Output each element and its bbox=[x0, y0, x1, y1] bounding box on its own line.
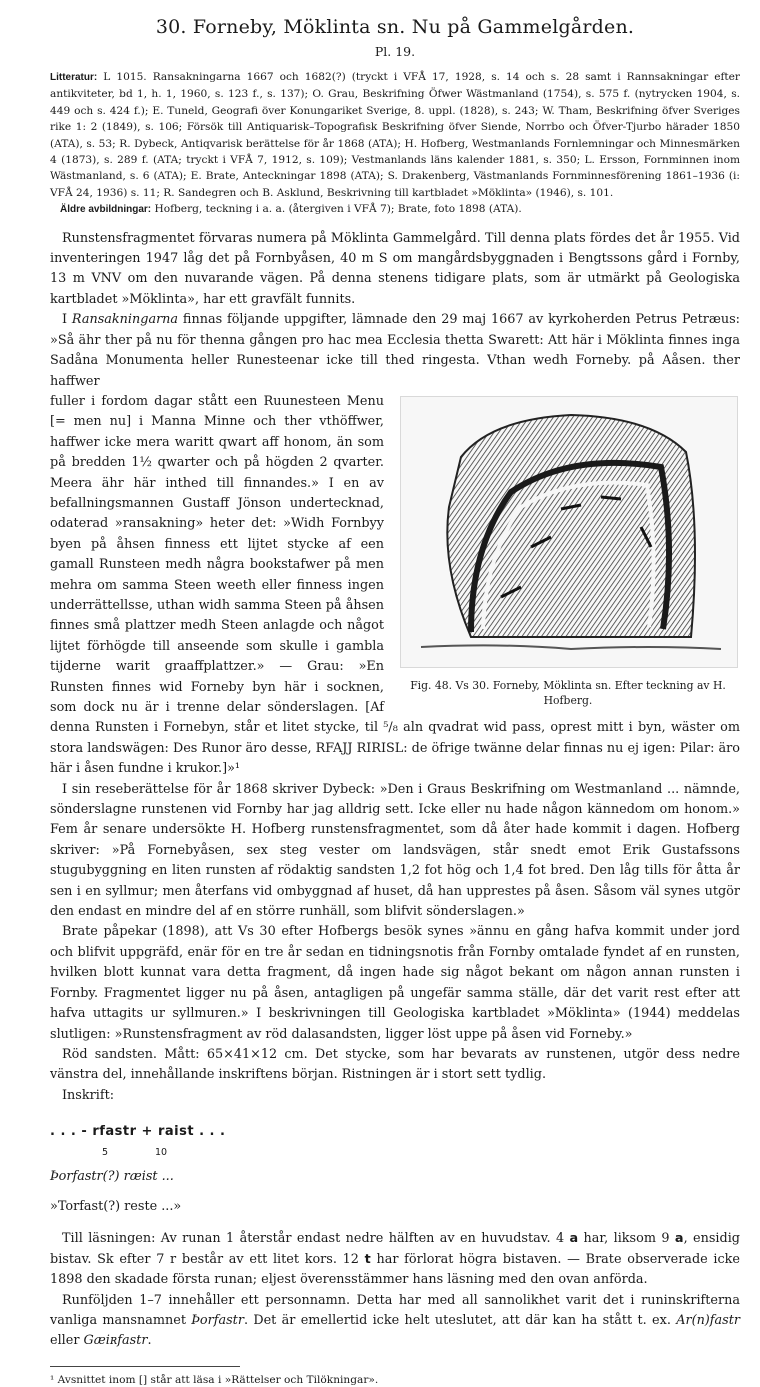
rune-stone-drawing bbox=[400, 396, 738, 668]
figure-caption: Fig. 48. Vs 30. Forneby, Möklinta sn. Efter teckning av H. Hofberg. bbox=[410, 678, 726, 707]
text-span: Runföljden 1–7 innehåller ett personnamn. Detta har med all sannolikhet varit det i runinskrifterna vanliga mansnamnet bbox=[50, 1292, 740, 1328]
paragraph-ransakningarna bbox=[50, 310, 740, 392]
inscription-label: Inskrift: bbox=[62, 1087, 115, 1103]
italic-name: Ar(n)fastr bbox=[676, 1312, 740, 1328]
normalized-text bbox=[50, 1167, 740, 1187]
paragraph-ransakningarna-cont: fuller i fordom dagar stått een Ruunesteen Menu [= men nu] i Manna Minne och ther vthöffwer, haffwer icke mera waritt qwart aff honom, än som på bredden 1½ qwarter och på högden 2 qvarter. Meera ähr här inthed till finnandes.» I en av befallningsmannen Gustaff Jönson undertecknad, odaterad »ransakning» heter det: »Widh Fornbyy byen på åhsen finness ett lijtet stycke af een gamall Runsteen medh några bookstafwer på men mehra om samma Steen weeth eller finness ingen underrättellsse, uthan widh samma Steen på åhsen finnes små plattzer medh Steen anlagde och något lijtet förhögde till anseende som skulle i gambla tijderne warit graaffplattzer.» — Grau: »En Runsten finnes wid Forneby byn här i socknen, som dock nu är i trenne delar sönderslagen. [Af denna Runsten i Fornebyn, står et litet stycke, til ⁵/₈ aln qvadrat wid pass, oprest mitt i byn, wäster om stora landswägen: Des Runor äro desse, RFAJJ RIRISL: de öfrige twänne delar finnas nu ej igen: Pilar: äro här i åsen fundne i krukor.]»¹ bbox=[50, 393, 740, 777]
rune-a: a bbox=[674, 1231, 684, 1247]
rune-index: 9 bbox=[661, 1231, 670, 1247]
rune-t: t bbox=[364, 1251, 371, 1267]
footnote-divider bbox=[50, 1366, 240, 1367]
literature-label: Litteratur: bbox=[50, 72, 98, 83]
text-span: . bbox=[147, 1333, 152, 1349]
text-span: eller bbox=[50, 1333, 84, 1349]
paragraph-reading bbox=[50, 1229, 740, 1290]
text-span: I bbox=[62, 312, 72, 328]
rune-position-numbers bbox=[50, 1143, 740, 1157]
text-span: . Det är emellertid icke helt uteslutet, att där kan ha stått t. ex. bbox=[243, 1312, 677, 1328]
text-span: , ensidig bistav. Sk efter 7 r består av ett litet kors. 12 bbox=[50, 1231, 740, 1267]
text-span: Till läsningen: Av runan 1 återstår endast nedre hälften av en huvudstav. bbox=[62, 1231, 556, 1247]
rune-a: a bbox=[569, 1231, 579, 1247]
normalized-italic: Þorfastr(?) ræist ... bbox=[50, 1168, 174, 1184]
page-title: 30. Forneby, Möklinta sn. Nu på Gammelgården. bbox=[155, 16, 635, 38]
footnote: ¹ Avsnittet inom [] står att läsa i »Rättelser och Tilökningar». bbox=[50, 1373, 379, 1386]
older-images-paragraph bbox=[50, 201, 740, 218]
older-images-text: Hofberg, teckning i a. a. (återgiven i VFÅ 7); Brate, foto 1898 (ATA). bbox=[151, 203, 522, 216]
text-span: finnas följande uppgifter, lämnade den 29 maj 1667 av kyrkoherden Petrus Petræus: »Så ähr ther på nu för thenna gången pro hac mea Ecclesia thetta Swarett: Att här i Möklinta finnes inga Sadåna Monumenta heller Runesteenar icke till thed ringesta. Vthan wedh Forneby. på Aåsen. ther haffwer bbox=[50, 312, 740, 389]
main-text bbox=[50, 229, 740, 1352]
translation-text: »Torfast(?) reste ...» bbox=[50, 1198, 182, 1214]
paragraph-dybeck: I sin reseberättelse för år 1868 skriver Dybeck: »Den i Graus Beskrifning om Westmanland ... nämnde, sönderslagne runstenen vid Fornby har jag alldrig sett. Icke eller nu hade någon kännedom om honom.» Fem år senare undersökte H. Hofberg runstensfragmentet, som då åter hade kommit i dagen. Hofberg skriver: »På Fornebyåsen, sex steg vester om landsvägen, står snedt emot Erik Gustafssons stugubyggning en liten runsten af rödaktig sandsten 1,2 fot hög och 1,4 fot bred. Den låg tills för åtta år sen i en syllmur; men återfans vid ombyggnad af huset, då han upprestes på åsen. Såsom väl synes utgör den endast en mindre del af en större runhäll, som blifvit sönderslagen.» bbox=[50, 781, 740, 920]
rune-number-5: 5 bbox=[102, 1146, 109, 1158]
italic-name: Þorfastr bbox=[191, 1312, 244, 1328]
rune-stone-icon bbox=[401, 397, 737, 667]
older-images-label: Äldre avbildningar: bbox=[60, 204, 152, 216]
paragraph-material: Röd sandsten. Mått: 65×41×12 cm. Det stycke, som har bevarats av runstenen, utgör dess nedre vänstra del, innehållande inskriftens början. Ristningen är i stort sett tydlig. bbox=[50, 1046, 740, 1083]
paragraph-name bbox=[50, 1291, 740, 1352]
literature-text: L 1015. Ransakningarna 1667 och 1682(?) (tryckt i VFÅ 17, 1928, s. 14 och s. 28 samt i Rannsakningar efter antikviteter, bd 1, h. 1, 1960, s. 123 f., s. 137); O. Grau, Beskrifning Öfwer Wästmanland (1754), s. 575 f. (nytrycken 1904, s. 449 och s. 424 f.); E. Tuneld, Geografi över Konungariket Sverige, 8. uppl. (1828), s. 243; W. Tham, Beskrifning öfver Sveriges rike 1: 2 (1849), s. 106; Försök till Antiquarisk–Topografisk Beskrifning öfver Siende, Norrbo och Öfver-Tjurbo härader 1850 (ATA), s. 53; R. Dybeck, Antiqvarisk berättelse för år 1868 (ATA); H. Hofberg, Westmanlands Fornlemningar och Minnesmärken 4 (1873), s. 289 f. (ATA; tryckt i VFÅ 7, 1912, s. 109); Vestmanlands läns kalender 1881, s. 350; L. Ersson, Fornminnen inom Wästmanland, s. 6 (ATA); E. Brate, Anteckningar 1898 (ATA); S. Drakenberg, Västmanlands Fornminnesförening 1861–1936 (i: VFÅ 24, 1936) s. 11; R. Sandegren och B. Asklund, Beskrivning till kartbladet »Möklinta» (1946), s. 101. bbox=[50, 71, 740, 199]
runic-transliteration: . . . - rfastr + raist . . . bbox=[50, 1124, 226, 1140]
rune-number-10: 10 bbox=[155, 1146, 168, 1158]
text-span: har, liksom bbox=[578, 1231, 662, 1247]
plate-reference: Pl. 19. bbox=[374, 44, 416, 59]
page bbox=[50, 0, 740, 1387]
figure-48 bbox=[396, 396, 740, 708]
paragraph-brate: Brate påpekar (1898), att Vs 30 efter Hofbergs besök synes »ännu en gång hafva kommit under jord och blifvit uppgräfd, enär för en tre år sedan en tidningsnotis från Fornby omtalade fyndet af en runsten, hvilken blott kunnat vara detta fragment, då ingen hade sig något bekant om någon annan runsten i Fornby. Fragmentet ligger nu på åsen, antagligen på ungefär samma ställe, där det varit rest efter att hafva uttagits ur syllmuren.» I beskrivningen till Geologiska kartbladet »Möklinta» (1944) meddelas slutligen: »Runstensfragment av röd dalasandsten, ligger löst uppe på åsen vid Forneby.» bbox=[50, 924, 740, 1042]
bibliography-block bbox=[50, 69, 740, 219]
literature-paragraph bbox=[50, 69, 740, 201]
italic-ransakningarna: Ransakningarna bbox=[71, 312, 179, 328]
rune-index: 4 bbox=[555, 1231, 565, 1247]
paragraph-location: Runstensfragmentet förvaras numera på Möklinta Gammelgård. Till denna plats fördes det år 1955. Vid inventeringen 1947 låg det på Fornbyåsen, 40 m S om mangårdsbyggnaden i Bengtssons gård i Fornby, 13 m VNV om den nuvarande vägen. På denna stenens tidigare plats, som är utmärkt på Geologiska kartbladet »Möklinta», har ett gravfält funnits. bbox=[50, 230, 740, 307]
italic-name: Gæiʀfastr bbox=[83, 1333, 148, 1349]
text-span: har förlorat högra bistaven. — Brate observerade icke 1898 den skadade första runan; eljest överensstämmer hans läsning med den ovan anförda. bbox=[50, 1251, 741, 1288]
